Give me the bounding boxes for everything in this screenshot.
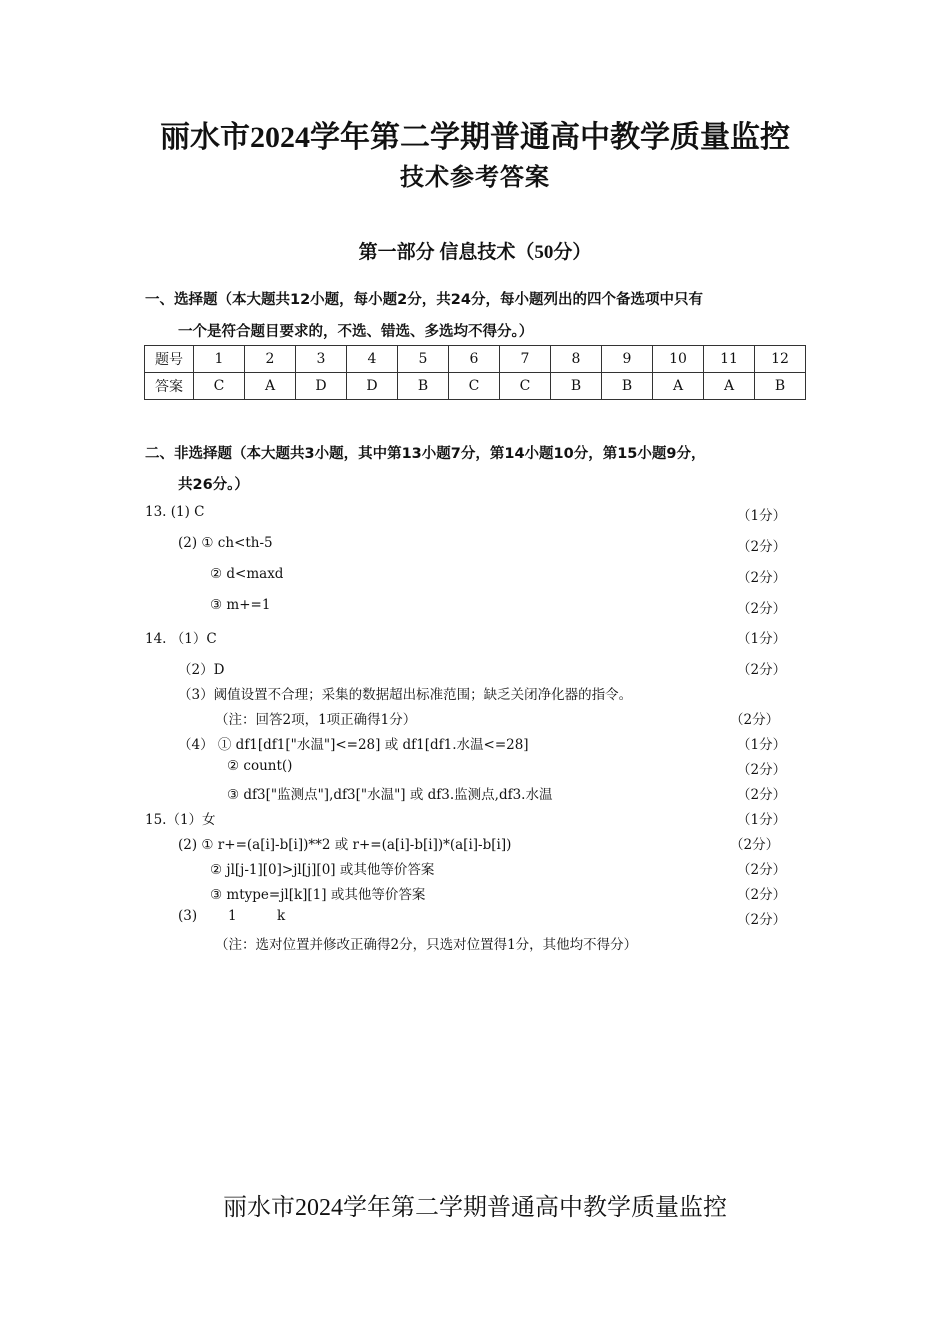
q13-answer-2-2: ② d<maxd [210, 566, 284, 582]
table-cell: 10 [653, 346, 704, 373]
q13-answer-2-3: ③ m+=1 [210, 597, 271, 613]
score-label: （1分） [737, 631, 787, 647]
table-cell: 4 [347, 346, 398, 373]
table-cell: 5 [398, 346, 449, 373]
section2-heading-line2: 共26分。） [178, 477, 249, 493]
q14-answer-3: （3）阈值设置不合理；采集的数据超出标准范围；缺乏关闭净化器的指令。 [178, 687, 633, 703]
score-label: （2分） [737, 887, 787, 903]
score-label: （2分） [730, 712, 780, 728]
table-cell: B [602, 373, 653, 400]
table-cell: 6 [449, 346, 500, 373]
q13-answer-1: 13. (1) C [145, 504, 205, 520]
q14-note-3: （注：回答2项，1项正确得1分） [215, 712, 417, 728]
q14-answer-4-2: ② count() [227, 758, 293, 774]
table-cell: C [194, 373, 245, 400]
table-cell: A [653, 373, 704, 400]
score-label: （2分） [737, 539, 787, 555]
score-label: （2分） [737, 862, 787, 878]
score-label: （2分） [737, 601, 787, 617]
q14-answer-1: 14. （1）C [145, 631, 217, 647]
table-cell: C [500, 373, 551, 400]
score-label: （2分） [730, 837, 780, 853]
table-label-answer: 答案 [145, 373, 194, 400]
score-label: （2分） [737, 787, 787, 803]
q14-answer-4-3: ③ df3["监测点"],df3["水温"] 或 df3.监测点,df3.水温 [227, 787, 553, 803]
table-cell: 11 [704, 346, 755, 373]
table-cell: B [551, 373, 602, 400]
table-cell: B [398, 373, 449, 400]
q13-answer-2-1: (2) ① ch<th-5 [178, 535, 273, 551]
section1-heading-line1: 一、选择题（本大题共12小题，每小题2分，共24分，每小题列出的四个备选项中只有 [145, 292, 703, 308]
section1-heading-line2: 一个是符合题目要求的，不选、错选、多选均不得分。） [178, 324, 534, 340]
score-label: （2分） [737, 912, 787, 928]
table-cell: D [296, 373, 347, 400]
table-cell: 9 [602, 346, 653, 373]
q15-answer-2-3: ③ mtype=jl[k][1] 或其他等价答案 [210, 887, 426, 903]
table-label-number: 题号 [145, 346, 194, 373]
score-label: （1分） [737, 737, 787, 753]
section2-heading-line1: 二、非选择题（本大题共3小题，其中第13小题7分，第14小题10分，第15小题9分， [145, 446, 706, 462]
table-row-answers [145, 373, 806, 400]
table-row-numbers [145, 346, 806, 373]
table-cell: A [704, 373, 755, 400]
score-label: （1分） [737, 812, 787, 828]
q15-answer-3-var: k [277, 908, 286, 924]
page-footer: 丽水市2024学年第二学期普通高中教学质量监控 [223, 1195, 727, 1221]
answer-table [144, 345, 806, 400]
table-cell: 7 [500, 346, 551, 373]
q15-answer-2-2: ② jl[j-1][0]>jl[j][0] 或其他等价答案 [210, 862, 435, 878]
q15-answer-1: 15.（1）女 [145, 812, 216, 828]
table-cell: 2 [245, 346, 296, 373]
score-label: （2分） [737, 762, 787, 778]
table-cell: C [449, 373, 500, 400]
table-cell: 3 [296, 346, 347, 373]
table-cell: A [245, 373, 296, 400]
score-label: （1分） [737, 508, 787, 524]
q15-answer-3-label: (3) [178, 908, 198, 924]
q14-answer-2: （2）D [178, 662, 225, 678]
table-cell: 12 [755, 346, 806, 373]
document-subtitle: 技术参考答案 [400, 165, 550, 191]
document-title: 丽水市2024学年第二学期普通高中教学质量监控 [160, 121, 790, 154]
q15-answer-2-1: (2) ① r+=(a[i]-b[i])**2 或 r+=(a[i]-b[i])*(a[i]-b[i]) [178, 837, 512, 853]
table-cell: D [347, 373, 398, 400]
q15-answer-3-line: 1 [228, 908, 237, 924]
table-cell: 1 [194, 346, 245, 373]
table-cell: 8 [551, 346, 602, 373]
q15-note-3: （注：选对位置并修改正确得2分，只选对位置得1分，其他均不得分） [215, 937, 638, 953]
part-heading: 第一部分 信息技术（50分） [358, 242, 592, 263]
q14-answer-4-1: （4） ① df1[df1["水温"]<=28] 或 df1[df1.水温<=28] [178, 737, 529, 753]
table-cell: B [755, 373, 806, 400]
score-label: （2分） [737, 662, 787, 678]
score-label: （2分） [737, 570, 787, 586]
